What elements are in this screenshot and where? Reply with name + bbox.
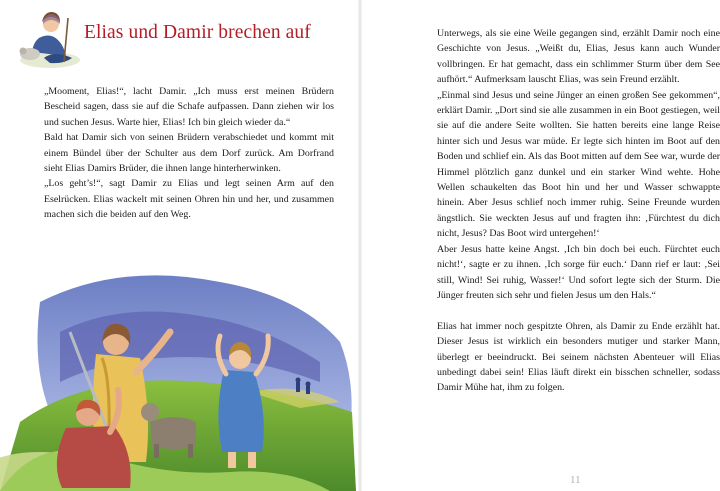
paragraph: Aber Jesus hatte keine Angst. ‚Ich bin doch bei euch. Fürchtet euch nicht!‘, sagte er zu ihnen. ‚Ich sorge für euch.‘ Dann rief er laut: ‚Sei still, Wind! Sei ruhig, Wasser!‘ Und sofort legte sich der Sturm. Die Jünger freuten sich sehr und fielen Jesus um den Hals.“ bbox=[437, 243, 720, 301]
paragraph: „Mooment, Elias!“, lacht Damir. „Ich muss erst meinen Brüdern Bescheid sagen, dass sie auf die Schafe aufpassen. Dann ziehen wir los und suchen Jesus. Warte hier, Elias! Ich bin gleich wieder da.“ bbox=[44, 86, 334, 128]
paragraph: „Einmal sind Jesus und seine Jünger an einen großen See gekommen“, erklärt Damir. „Dort sind sie alle zusammen in ein Boot gestiegen, weil sie auf die andere Seite wollten. Sie hatten bereits eine lange Reise hinter sich und Jesus war müde. Er legte sich hinten im Boot auf den Boden und schlief ein. Als das Boot mitten auf dem See war, wurde der Himmel plötzlich ganz dunkel und ein starker Wind wehte. Hohe Wellen schaukelten das Boot hin und her und Wasser schwappte hinein. Aber Jesus schlief noch immer ruhig. Seine Freunde wurden ängstlich. Sie weckten Jesus auf und fragten ihn: ‚Fürchtest du dich nicht, Jesus? Das Boot wird untergehen!‘ bbox=[437, 89, 720, 240]
book-gutter bbox=[358, 0, 362, 491]
story-text-right bbox=[437, 26, 720, 396]
paragraph: Elias hat immer noch gespitzte Ohren, als Damir zu Ende erzählt hat. Dieser Jesus ist wirklich ein besonders mutiger und starker Mann, überlegt er beeindruckt. Bei seinem nächsten Abenteuer will Elias unbedingt dabei sein! Elias läuft direkt ein bisschen schneller, sodass Damir Mühe hat, ihm zu folgen. bbox=[437, 320, 720, 394]
paragraph: Bald hat Damir sich von seinen Brüdern verabschiedet und kommt mit einem Bündel über der Schulter aus dem Dorf zurück. Am Dorfrand sieht Elias Damirs Brüder, die ihnen lange hinterherwinken. bbox=[44, 132, 334, 175]
paragraph: „Los geht’s!“, sagt Damir zu Elias und legt seinen Arm auf den Eselrücken. Elias wackelt mit seinen Ohren hin und her, und zusammen machen sich die beiden auf den Weg. bbox=[44, 178, 334, 221]
paragraph: Unterwegs, als sie eine Weile gegangen sind, erzählt Damir noch eine Geschichte von Jesus. „Weißt du, Elias, Jesus kann auch Wunder vollbringen. Er hat gemacht, dass ein schlimmer Sturm über dem See aufhört.“ Aufmerksam lauscht Elias, was sein Freund erzählt. bbox=[437, 28, 720, 86]
story-text-left bbox=[44, 84, 334, 223]
page-number: 11 bbox=[570, 474, 581, 486]
page-title: Elias und Damir brechen auf bbox=[84, 22, 311, 43]
shepherd-vignette bbox=[14, 0, 86, 72]
story-illustration bbox=[0, 262, 358, 491]
